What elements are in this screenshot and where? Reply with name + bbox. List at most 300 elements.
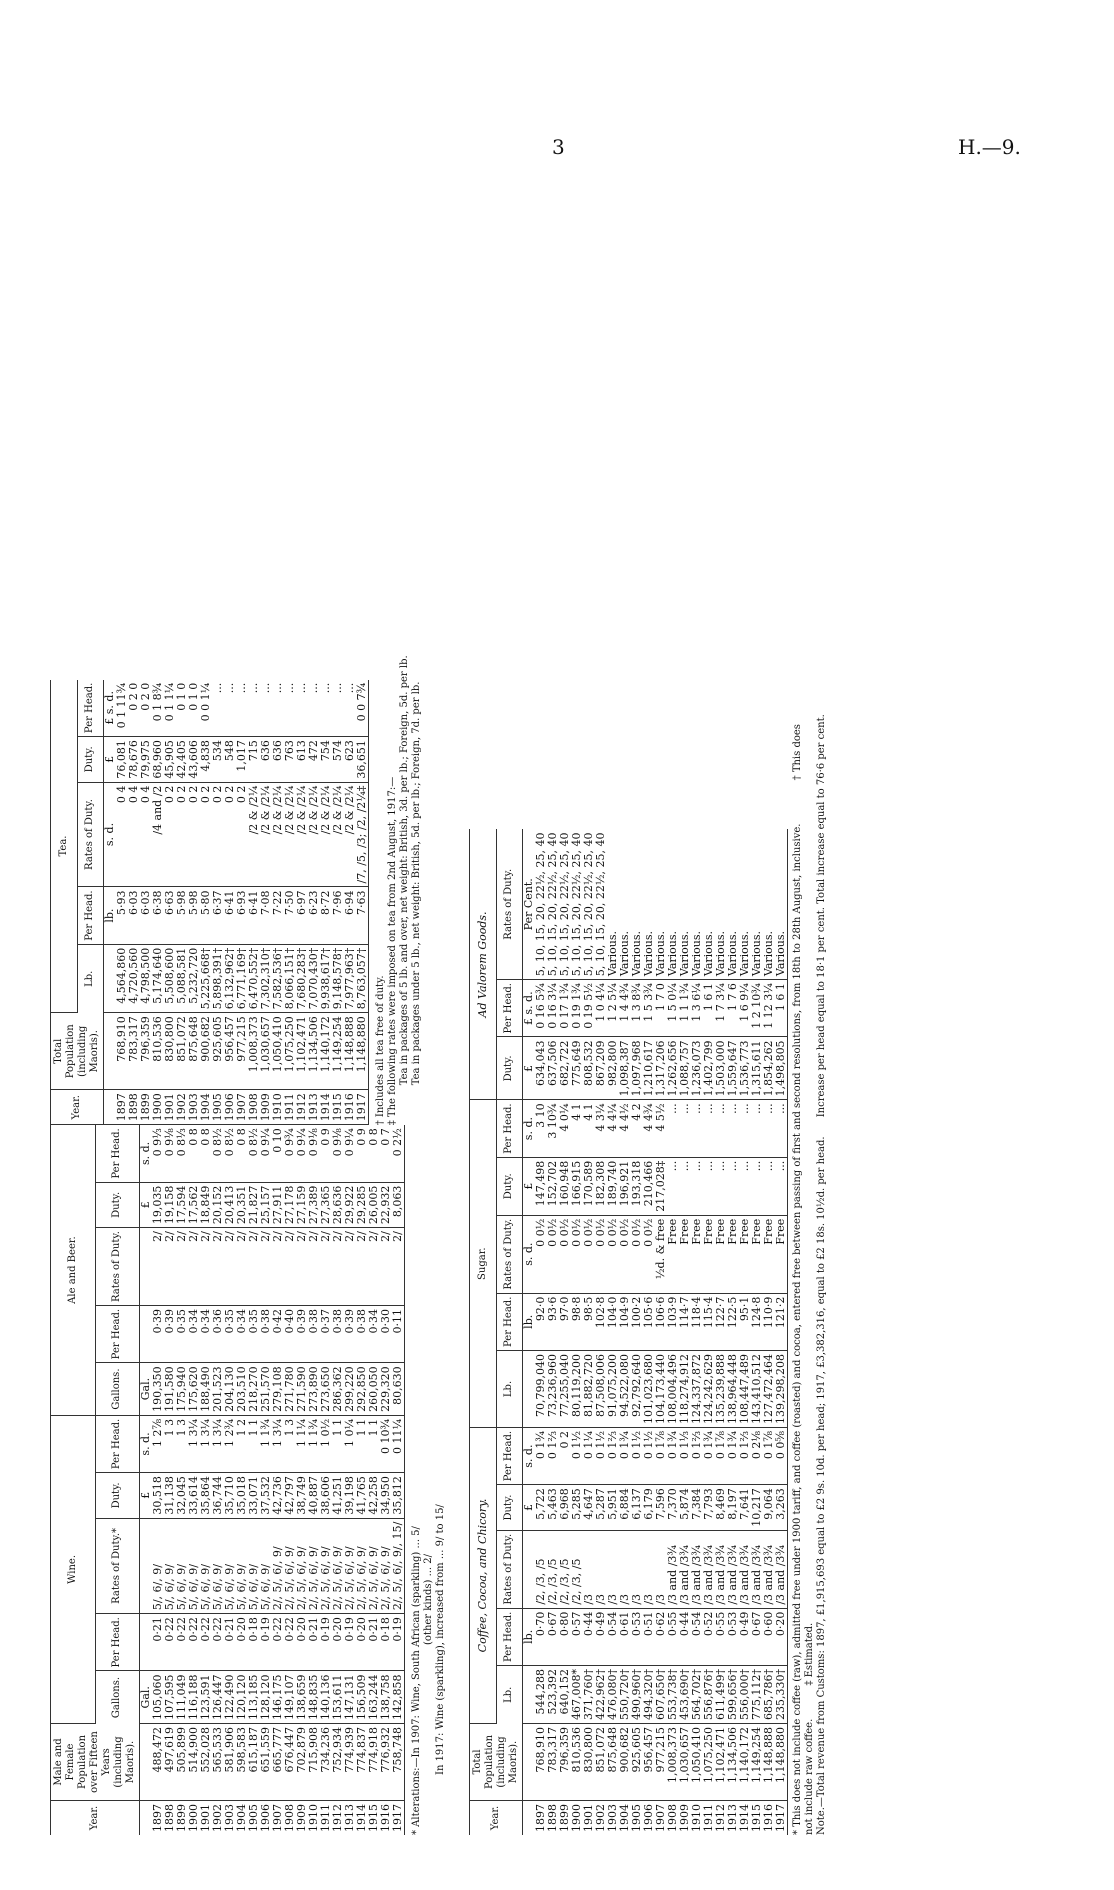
table-cell: 0 7 [380,1125,392,1182]
table-cell: 160,948 [559,1157,571,1215]
table-cell: /2, /3, /5 [535,1530,547,1608]
table-cell: 147,498 [535,1157,547,1215]
table-cell: 42,736 [272,1473,284,1519]
table-cell: 0 1¾ [667,1427,679,1484]
table-cell: 124,242,629 [703,1350,715,1427]
table-cell: 0 0½ [535,1215,547,1293]
table-cell: ... [344,680,356,737]
table-cell: 0 8½ [248,1125,260,1182]
col-sugar-per-head: Per Head. [496,1293,523,1350]
table-cell: 1900 [570,1804,583,1832]
table-cell: 6·97 [296,887,308,944]
table-cell: 467,008* [571,1666,583,1724]
table-cell: 2/ [164,1228,176,1306]
table-cell: 0·67 [751,1608,763,1665]
table-cell: 796,359 [559,1724,571,1801]
table-cell: 0·21 [224,1614,236,1671]
table-cell: 2/ [236,1228,248,1306]
col-tea-per-head: Per Head. [77,887,104,944]
table-cell: 0·37 [320,1305,332,1362]
table-cell: 615,187 [248,1724,260,1801]
table-cell: 153,611 [332,1671,344,1724]
table-cell: 0·22 [272,1614,284,1671]
table-cell: 1 6 9¼ [739,980,751,1037]
table-cell: 1 4 4¾ [619,980,631,1037]
col-adval-duty: Duty. [496,1037,523,1100]
table-cell: 0·39 [344,1305,356,1362]
table-cell: 0·40 [284,1305,296,1362]
table-cell: Various. [631,829,643,979]
table-cell: 77,255,040 [559,1350,571,1427]
table-cell: 1909 [295,1804,308,1832]
table-cell: 138,758 [380,1671,392,1724]
table-cell: 565,533 [212,1724,224,1801]
table-cell: 260,050 [368,1363,380,1416]
table-cell: 5/, 6/, 9/ [176,1518,188,1614]
table-cell: 900,682 [200,1013,212,1090]
table-cell: 1 3¼ [188,1415,200,1472]
table-cell: 0 9¾ [284,1125,296,1182]
footnote-star: * This does not include coffee (raw), admitted free under 1900 tariff, and coffee (roasted) and cocoa, entered free between passing of first and second resolutions, from 18th to 28th August, inclusive. [792,823,803,1835]
table-cell: 0·20 [775,1608,788,1665]
table-cell: 0 0½ [583,1215,595,1293]
col-wine-gallons: Gallons. [95,1671,140,1724]
table-cell: 1,017 [236,737,248,783]
table-cell: 123,591 [200,1671,212,1724]
table-cell: 1897 [534,1804,547,1832]
col-sugar-lb: Lb. [496,1350,523,1427]
footnote-star-cont: not include raw coffee. [804,1718,815,1835]
table-cell: 0 1⅔ [739,1427,751,1484]
table-cell: 1 7 0 [655,980,667,1037]
table-cell: Free [679,1215,691,1293]
table-cell: 146,175 [272,1671,284,1724]
unit-gal: Gal. [140,1363,153,1416]
table-cell: /3 [583,1530,595,1608]
table-cell: 138,659 [296,1671,308,1724]
table-cell: 0 1½ [643,1427,655,1484]
table-cell: 1916 [379,1804,392,1832]
table-cell: 0 2 [224,782,236,887]
table-cell: 1915 [750,1804,763,1832]
table-cell: 925,605 [212,1013,224,1090]
col-adval-per-head: Per Head. [496,980,523,1037]
table-cell: 6·93 [236,887,248,944]
table-cell: ... [691,1157,703,1215]
table-cell: 196,921 [619,1157,631,1215]
table-cell: 514,900 [188,1724,200,1801]
col-wine-duty: Duty. [95,1473,140,1519]
table-cell: 2/, 5/, 6/, 9/ [332,1518,344,1614]
table-cell: 140,136 [320,1671,332,1724]
table-cell: 676,447 [284,1724,296,1801]
table-cell: 4,564,860 [116,944,128,1012]
table-cell: 1 1¾ [260,1415,272,1472]
tea-note: ‡ The following rates were imposed on tea from 2nd August, 1917:— [387,776,398,1126]
table-cell: ... [284,680,296,737]
table-cell: 0 1 0 [188,680,200,737]
table-cell: 92·0 [535,1293,547,1350]
table-cell: 1 2 10¾ [751,980,763,1037]
table-cell: /2, /3, /5 [547,1530,559,1608]
table-cell: 1,536,773 [739,1037,751,1100]
table-cell: 776,932 [380,1724,392,1801]
table-cell: 97·0 [559,1293,571,1350]
table-cell: 7·08 [260,887,272,944]
table-cell: 286,362 [332,1363,344,1416]
table-cell: Free [715,1215,727,1293]
col-ale-per-head: Per Head. [95,1305,140,1362]
coffee-title: Coffee, Cocoa, and Chicory. [470,1427,497,1723]
col-tea-duty: Duty. [77,737,104,783]
table-cell: 0 8⅓ [176,1125,188,1182]
table-cell: 1,402,799 [703,1037,715,1100]
table-cell: 8·72 [320,887,332,944]
table-cell: 2/, 5/, 6/, 9/ [308,1518,320,1614]
table-cell: 0·22 [164,1614,176,1671]
table-cell: 92,792,640 [631,1350,643,1427]
table-cell: 73,236,960 [547,1350,559,1427]
table-cell: 5,508,600 [164,944,176,1012]
table-cell: 1899 [139,1093,152,1122]
table-cell: 17,594 [176,1182,188,1228]
table-cell: 0·38 [260,1305,272,1362]
table-cell: 8,063 [392,1182,405,1228]
table-cell: /2 & /2¼ [272,782,284,887]
unit-gal: Gal. [140,1671,153,1724]
table-cell: 651,559 [260,1724,272,1801]
wine-alterations: * Alterations:—In 1907: Wine, South African (sparkling) ... 5/ (other kinds) ... 2/ In 1917: Wine (sparkling), increased from ... 9/ to 15/ [411,1504,446,1835]
table-cell: 1 2¾ [224,1415,236,1472]
table-cell: 1,317,206 [655,1037,667,1100]
table-cell: /3 and /3¾ [679,1530,691,1608]
table-cell: 0·34 [200,1305,212,1362]
top-block [50,180,447,1835]
table-cell: Various. [691,829,703,979]
col-coffee-per-head: Per Head. [496,1608,523,1665]
col-year: Year. [51,1801,140,1836]
table-cell: 0·57 [571,1608,583,1665]
table-cell: 1897 [151,1804,164,1832]
table-cell: 87,508,006 [595,1350,607,1427]
table-cell: /2, /3, /5 [559,1530,571,1608]
table-cell: 0·34 [368,1305,380,1362]
footnotes [792,180,828,1835]
table-cell: 548 [224,737,236,783]
table-cell: 2/, 5/, 6/, 9/ [284,1518,296,1614]
table-cell: 0·20 [332,1614,344,1671]
table-cell: 0 0½ [607,1215,619,1293]
table-cell: 0 9⅛ [308,1125,320,1182]
table-cell: 0 9¼ [344,1125,356,1182]
col-population: Total Population (including Maoris). [470,1724,523,1801]
table-cell: 0·54 [691,1608,703,1665]
unit-sd: s. d. [523,1427,536,1484]
table-cell: 613 [296,737,308,783]
table-cell: 0·30 [380,1305,392,1362]
table-cell: 188,490 [200,1363,212,1416]
table-cell: Free [691,1215,703,1293]
document-reference: H.—9. [958,135,1021,159]
table-cell: 1 1¼ [296,1415,308,1472]
table-cell: 126,447 [212,1671,224,1724]
table-cell: 774,939 [344,1724,356,1801]
table-cell: 31,138 [164,1473,176,1519]
table-cell: 763 [284,737,296,783]
table-cell: 1899 [558,1804,571,1832]
table-cell: /2 & /2¼ [284,782,296,887]
table-cell: 143,410,512 [751,1350,763,1427]
table-cell: 4 3¼ [595,1100,607,1157]
table-cell: 33,071 [248,1473,260,1519]
table-cell: 4 4¼ [607,1100,619,1157]
table-cell: 472 [308,737,320,783]
table-cell: 1897 [115,1093,128,1122]
table-cell: 2/ [356,1228,368,1306]
table-cell: 0 0½ [559,1215,571,1293]
col-wine-duty-per-head: Per Head. [95,1415,140,1472]
unit-pound: £ [140,1473,153,1519]
table-cell: 1,140,172 [739,1724,751,1801]
table-cell: ... [212,680,224,737]
table-cell: Free [751,1215,763,1293]
alteration-label: * Alterations:—In 1907: [411,1715,422,1835]
table-cell: 217,028‡ [655,1157,667,1215]
table-cell: 273,890 [308,1363,320,1416]
table-cell: 5,463 [547,1485,559,1531]
table-cell: 93·6 [547,1293,559,1350]
table-cell: ... [260,680,272,737]
table-cell: 623 [344,737,356,783]
table-cell: 271,590 [296,1363,308,1416]
table-cell: 2/ [272,1228,284,1306]
table-cell: 78,676 [128,737,140,783]
table-cell: Free [727,1215,739,1293]
table-cell: 0·19 [320,1614,332,1671]
alteration-text: Wine, South African (sparkling) [411,1551,422,1712]
table-cell: 1,315,611 [751,1037,763,1100]
table-cell: 0 8 [368,1125,380,1182]
table-cell: 1917 [775,1801,788,1836]
table-cell: 138,964,448 [727,1350,739,1427]
col-population: Male and Female Population over Fifteen Years (including Maoris). [51,1724,140,1801]
table-cell: Free [763,1215,775,1293]
table-cell: 0·38 [308,1305,320,1362]
table-cell: 7·63 [356,887,369,944]
table-cell: 105·6 [643,1293,655,1350]
table-cell: /3 [619,1530,631,1608]
table-cell: 2/ [248,1228,260,1306]
table-cell: 80,630 [392,1363,405,1416]
table-cell: 774,918 [368,1724,380,1801]
table-cell: 182,308 [595,1157,607,1215]
col-sugar-duty: Duty. [496,1157,523,1215]
table-cell: ... [775,1100,788,1157]
table-cell: 0·20 [296,1614,308,1671]
table-cell: 1,050,410 [272,1013,284,1090]
unit-sd: s. d. [523,1215,536,1293]
table-cell: 867,209 [595,1037,607,1100]
table-cell: 1901 [199,1804,212,1832]
table-cell: 0 1⅓ [679,1427,691,1484]
unit-sd: s. d. [523,1100,536,1157]
table-cell: 0 0½ [547,1215,559,1293]
table-cell: 0 2 [188,782,200,887]
table-cell: 127,472,464 [763,1350,775,1427]
table-cell: 4 2 [631,1100,643,1157]
table-cell: /3 [631,1530,643,1608]
table-cell: 4 4¾ [643,1100,655,1157]
table-cell: 41,251 [332,1473,344,1519]
table-cell: 5/, 6/, 9/ [236,1518,248,1614]
table-cell: 754 [320,737,332,783]
wine-ale-section [50,1125,447,1835]
unit-lb: lb. [523,1608,536,1665]
page-number: 3 [552,135,565,159]
table-cell: 2/, 5/, 6/, 9/ [380,1518,392,1614]
table-cell: 2/ [332,1228,344,1306]
table-cell: Free [739,1215,751,1293]
table-cell: 38,606 [320,1473,332,1519]
table-cell: ... [272,680,284,737]
table-cell: 101,023,680 [643,1350,655,1427]
table-cell: 0·34 [236,1305,248,1362]
table-cell: /3 and /3¾ [691,1530,703,1608]
table-cell: 0·19 [392,1614,405,1671]
table-cell: 102·8 [595,1293,607,1350]
table-cell: 0 11¼ [392,1415,405,1472]
table-cell: 3 10¾ [547,1100,559,1157]
table-cell: 37,532 [260,1473,272,1519]
table-cell: 1,008,373 [667,1724,679,1801]
table-cell: 5,088,581 [176,944,188,1012]
table-cell: 1916 [343,1093,356,1122]
table-cell: 1,503,000 [715,1037,727,1100]
tea-note: † Includes all tea free of duty. [375,975,386,1126]
table-cell: 0 2 0 [128,680,140,737]
table-cell: Various. [667,829,679,979]
wine-title: Wine. [51,1415,96,1723]
table-cell: /2 & /2¼ [308,782,320,887]
table-cell: 42,258 [368,1473,380,1519]
table-cell: 1,097,968 [631,1037,643,1100]
table-cell: 1,148,888 [344,1013,356,1090]
table-cell: 148,835 [308,1671,320,1724]
table-cell: 201,523 [212,1363,224,1416]
table-cell: 1900 [187,1804,200,1832]
table-cell: 6,470,552† [248,944,260,1012]
table-cell: 1,149,254 [751,1724,763,1801]
table-cell: /3 [595,1530,607,1608]
table-cell: 5/, 6/, 9/ [152,1518,164,1614]
table-cell: 1,148,880 [775,1724,788,1801]
table-cell: 6,884 [619,1485,631,1531]
table-cell: 453,690† [679,1666,691,1724]
table-row [356,680,369,1125]
table-cell: 81,882,720 [583,1350,595,1427]
table-cell: 0·20 [236,1614,248,1671]
table-cell: ... [308,680,320,737]
table-cell: 956,457 [224,1013,236,1090]
table-cell: ... [320,680,332,737]
table-cell: 5/, 6/, 9/ [188,1518,200,1614]
table-cell: 29,922 [344,1182,356,1228]
table-cell: 5·93 [116,887,128,944]
table-cell: 7,641 [739,1485,751,1531]
table-cell: 702,879 [296,1724,308,1801]
table-cell: 9,148,578† [332,944,344,1012]
table-cell: 1914 [738,1804,751,1832]
table-cell: 105,060 [152,1671,164,1724]
table-cell: 0 10¾ [380,1415,392,1472]
table-cell: 0·53 [631,1608,643,1665]
table-cell: 7,384 [691,1485,703,1531]
table-cell: 2/, 5/, 6/, 9/, 15/ [392,1518,405,1614]
unit-pound: £ [523,1157,536,1215]
table-cell: 0·70 [535,1608,547,1665]
table-cell: 1 3¼ [200,1415,212,1472]
table-cell: 1 2 5¼ [607,980,619,1037]
table-cell: 235,330† [775,1666,788,1724]
table-cell: 774,837 [356,1724,368,1801]
table-cell: 1 2⅞ [152,1415,164,1472]
table-cell: 100·2 [631,1293,643,1350]
col-ale-gallons: Gallons. [95,1363,140,1416]
table-cell: 1,050,410 [691,1724,703,1801]
table-cell: 34,950 [380,1473,392,1519]
table-cell: 0 9 [320,1125,332,1182]
table-cell: 497,619 [164,1724,176,1801]
table-cell: 5,174,640 [152,944,164,1012]
table-cell: Free [703,1215,715,1293]
col-sugar-duty-per-head: Per Head. [496,1100,523,1157]
table-cell: 0·18 [248,1614,260,1671]
table-cell: 0·39 [296,1305,308,1362]
table-cell: 422,962† [595,1666,607,1724]
table-cell: 1898 [127,1093,140,1122]
table-cell: 104,173,440 [655,1350,667,1427]
table-cell: ... [332,680,344,737]
table-cell: 830,800 [164,1013,176,1090]
table-cell: 1907 [654,1804,667,1832]
table-cell: 0 4 [140,782,152,887]
table-cell: 1,075,250 [703,1724,715,1801]
col-coffee-lb: Lb. [496,1666,523,1724]
table-cell: 5, 10, 15, 20, 22½, 25, 40 [571,829,583,979]
table-cell: 27,159 [296,1182,308,1228]
table-cell: 2/, 5/, 6/, 9/ [344,1518,356,1614]
footnote-dagger: † This does [792,724,803,781]
table-cell: 2/ [320,1228,332,1306]
tea-table [50,680,369,1126]
table-cell: 599,656† [727,1666,739,1724]
table-cell: 19,158 [164,1182,176,1228]
table-cell: 17,562 [188,1182,200,1228]
table-cell: 685,786† [763,1666,775,1724]
table-row [392,1125,405,1835]
table-cell: /3 [655,1530,667,1608]
table-cell: 79,975 [140,737,152,783]
table-cell: 0·44 [583,1608,595,1665]
table-cell: 1 1 1¾ [679,980,691,1037]
table-cell: 7,582,536† [272,944,284,1012]
table-cell: 977,215 [655,1724,667,1801]
table-cell: 4,838 [200,737,212,783]
table-cell: 218,270 [248,1363,260,1416]
table-cell: 0·34 [188,1305,200,1362]
table-cell: 193,318 [631,1157,643,1215]
table-cell: 106·6 [655,1293,667,1350]
